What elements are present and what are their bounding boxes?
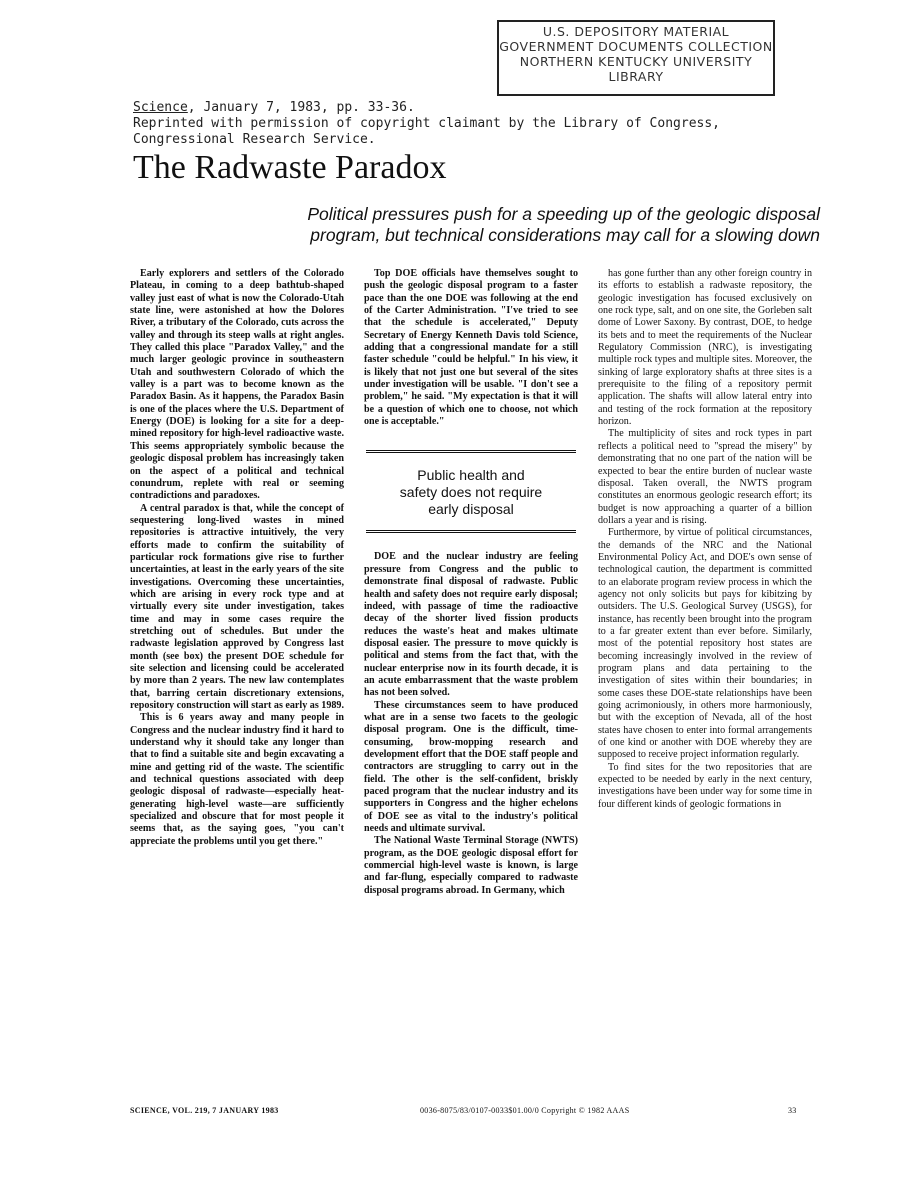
citation-service: Congressional Research Service.: [133, 132, 376, 147]
footer-journal-issue: SCIENCE, VOL. 219, 7 JANUARY 1983: [130, 1106, 279, 1115]
footer-copyright: 0036-8075/83/0107-0033$01.00/0 Copyright © 1982 AAAS: [420, 1106, 630, 1115]
paragraph: Early explorers and settlers of the Colorado Plateau, in coming to a deep bathtub-shaped valley just east of what is now the Colorado-Utah state line, were astonished at how the Dolores River, a tributary of the Colorado, cuts across the valley and through its steep walls at right angles. They called this place "Paradox Valley," and the much larger geologic province in southeastern Utah and southwestern Colorado of which the valley is a part was to become known as the Paradox Basin. As it happens, the Paradox Basin is one of the places where the U.S. Department of Energy (DOE) is looking for a site for a deep-mined repository for high-level radioactive waste. This seems appropriately symbolic because the geologic disposal problem has increasingly taken on the aspect of a political and technical conundrum, replete with real or seeming contradictions and paradoxes.: [130, 268, 344, 502]
article-deck: [150, 204, 820, 246]
stamp-line: NORTHERN KENTUCKY UNIVERSITY: [519, 54, 753, 69]
citation-journal: Science: [133, 100, 188, 115]
citation-details: , January 7, 1983, pp. 33-36.: [187, 100, 415, 115]
paragraph: The multiplicity of sites and rock types in part reflects a political need to "spread the misery" by demonstrating that no one part of the nation will be expected to bear the entire burden of nuclear waste disposal. Taken overall, the NWTS program constitutes an enormous geologic research effort; its budget is now approaching a quarter of a billion dollars a year and is rising.: [598, 428, 812, 526]
stamp-line: GOVERNMENT DOCUMENTS COLLECTION: [499, 39, 773, 54]
column-1: [130, 268, 344, 848]
paragraph: These circumstances seem to have produced what are in a sense two facets to the geologic disposal program. One is the difficult, time-consuming, brow-mopping research and development effort that the DOE staff people and contractors are struggling to carry out in the field. The other is the self-confident, briskly paced program that the nuclear industry and its supporters in Congress and the higher echelons of DOE see as vital to the industry's political needs and ultimate survival.: [364, 699, 578, 835]
paragraph: To find sites for the two repositories that are expected to be needed by early in the next century, investigations have been under way for some time in four different kinds of geologic formations in: [598, 761, 812, 810]
page-number: 33: [788, 1106, 797, 1115]
column-2: [364, 268, 578, 897]
deck-line: program, but technical considerations may call for a slowing down: [310, 225, 820, 245]
pull-quote-line: early disposal: [428, 501, 514, 518]
paragraph: This is 6 years away and many people in Congress and the nuclear industry find it hard to understand why it should take any longer than that to find a suitable site and begin excavating a mine and getting rid of the waste. The scientific and technical questions associated with deep geologic disposal of radwaste—especially heat-generating high-level waste—are sufficiently specialized and obscure that for most people it seems that, as the saying goes, "you can't appreciate the problems until you get there.": [130, 712, 344, 847]
paragraph: Top DOE officials have themselves sought to push the geologic disposal program to a faster pace than the one DOE was following at the end of the Carter Administration. "I've tried to see that the schedule is accelerated," Deputy Secretary of Energy Kenneth Davis told Science, adding that a congressional mandate for a still faster schedule "could be helpful." In his view, it is likely that not just one but several of the sites under investigation will be usable. "I don't see a problem," he said. "My expectation is that it will be a question of which one to choose, not which one is acceptable.": [364, 268, 578, 428]
pull-quote-box: [366, 450, 576, 533]
article-title: The Radwaste Paradox: [133, 149, 447, 186]
deck-line: Political pressures push for a speeding up of the geologic disposal: [307, 204, 820, 224]
paragraph: DOE and the nuclear industry are feeling pressure from Congress and the public to demonstrate final disposal of radwaste. Public health and safety does not require early disposal; indeed, with passage of time the radioactive decay of the shorter lived fission products reduces the waste's heat and makes ultimate disposal easier. The pressure to move quickly is political and stems from the fact that, with the nuclear enterprise now in its fourth decade, it is an acute embarrassment that the waste problem has not been solved.: [364, 551, 578, 699]
stamp-line: U.S. DEPOSITORY MATERIAL: [542, 24, 730, 39]
column-3: [598, 268, 812, 811]
paragraph: has gone further than any other foreign country in its efforts to establish a radwaste repository, the geologic investigation has focused exclusively on one rock type, salt, and on one site, the Gorleben salt dome of Lower Saxony. By contrast, DOE, to hedge its bets and to meet the requirements of the Nuclear Regulatory Commission (NRC), is investigating multiple rock types and multiple sites. Moreover, the sinking of large exploratory shafts at three sites is a prerequisite to the filing of a repository permit application. The shafts will allow lateral entry into and testing of the rock formation at the repository horizon.: [598, 268, 812, 428]
paragraph: Furthermore, by virtue of political circumstances, the demands of the NRC and the National Environmental Policy Act, and DOE's own sense of technological caution, the department is committed to an elaborate program review process in which the agency not only solicits but pays for kibitzing by outsiders. The U.S. Geological Survey (USGS), for instance, has recently been brought into the program to a far greater extent than ever before. Similarly, most of the potential repository host states are becoming increasingly involved in the review of program plans and data pertaining to the investigation of sites within their boundaries; in some cases these DOE-state relationships have been going acrimoniously, in others more harmoniously, but with the exception of Nevada, all of the host states have chosen to enter into formal arrangements of one kind or another with DOE whereby they are supposed to receive project information regularly.: [598, 527, 812, 761]
stamp-line: LIBRARY: [608, 69, 664, 84]
paragraph: The National Waste Terminal Storage (NWTS) program, as the DOE geologic disposal effort for commercial high-level waste is known, is large and far-flung, especially compared to radwaste disposal programs abroad. In Germany, which: [364, 835, 578, 896]
citation-permission: Reprinted with permission of copyright claimant by the Library of Congress,: [133, 116, 720, 131]
pull-quote-line: safety does not require: [399, 484, 543, 501]
reprint-citation: [133, 100, 913, 148]
pull-quote-line: Public health and: [417, 467, 525, 484]
library-stamp: [497, 20, 775, 96]
paragraph: A central paradox is that, while the concept of sequestering long-lived wastes in mined repositories is attractive intuitively, the very efforts made to confirm the suitability of particular rock formations give rise to further uncertainties, at least in the early years of the site investigations. Overcoming these uncertainties, which are arising in every rock type and at virtually every site under investigation, takes time and may in some cases require the stretching out of schedules. But under the radwaste legislation approved by Congress last month (see box) the present DOE schedule for site selection and licensing could be accelerated by more than 2 years. The new law contemplates that, barring certain discretionary extensions, repository construction will start as early as 1989.: [130, 502, 344, 712]
